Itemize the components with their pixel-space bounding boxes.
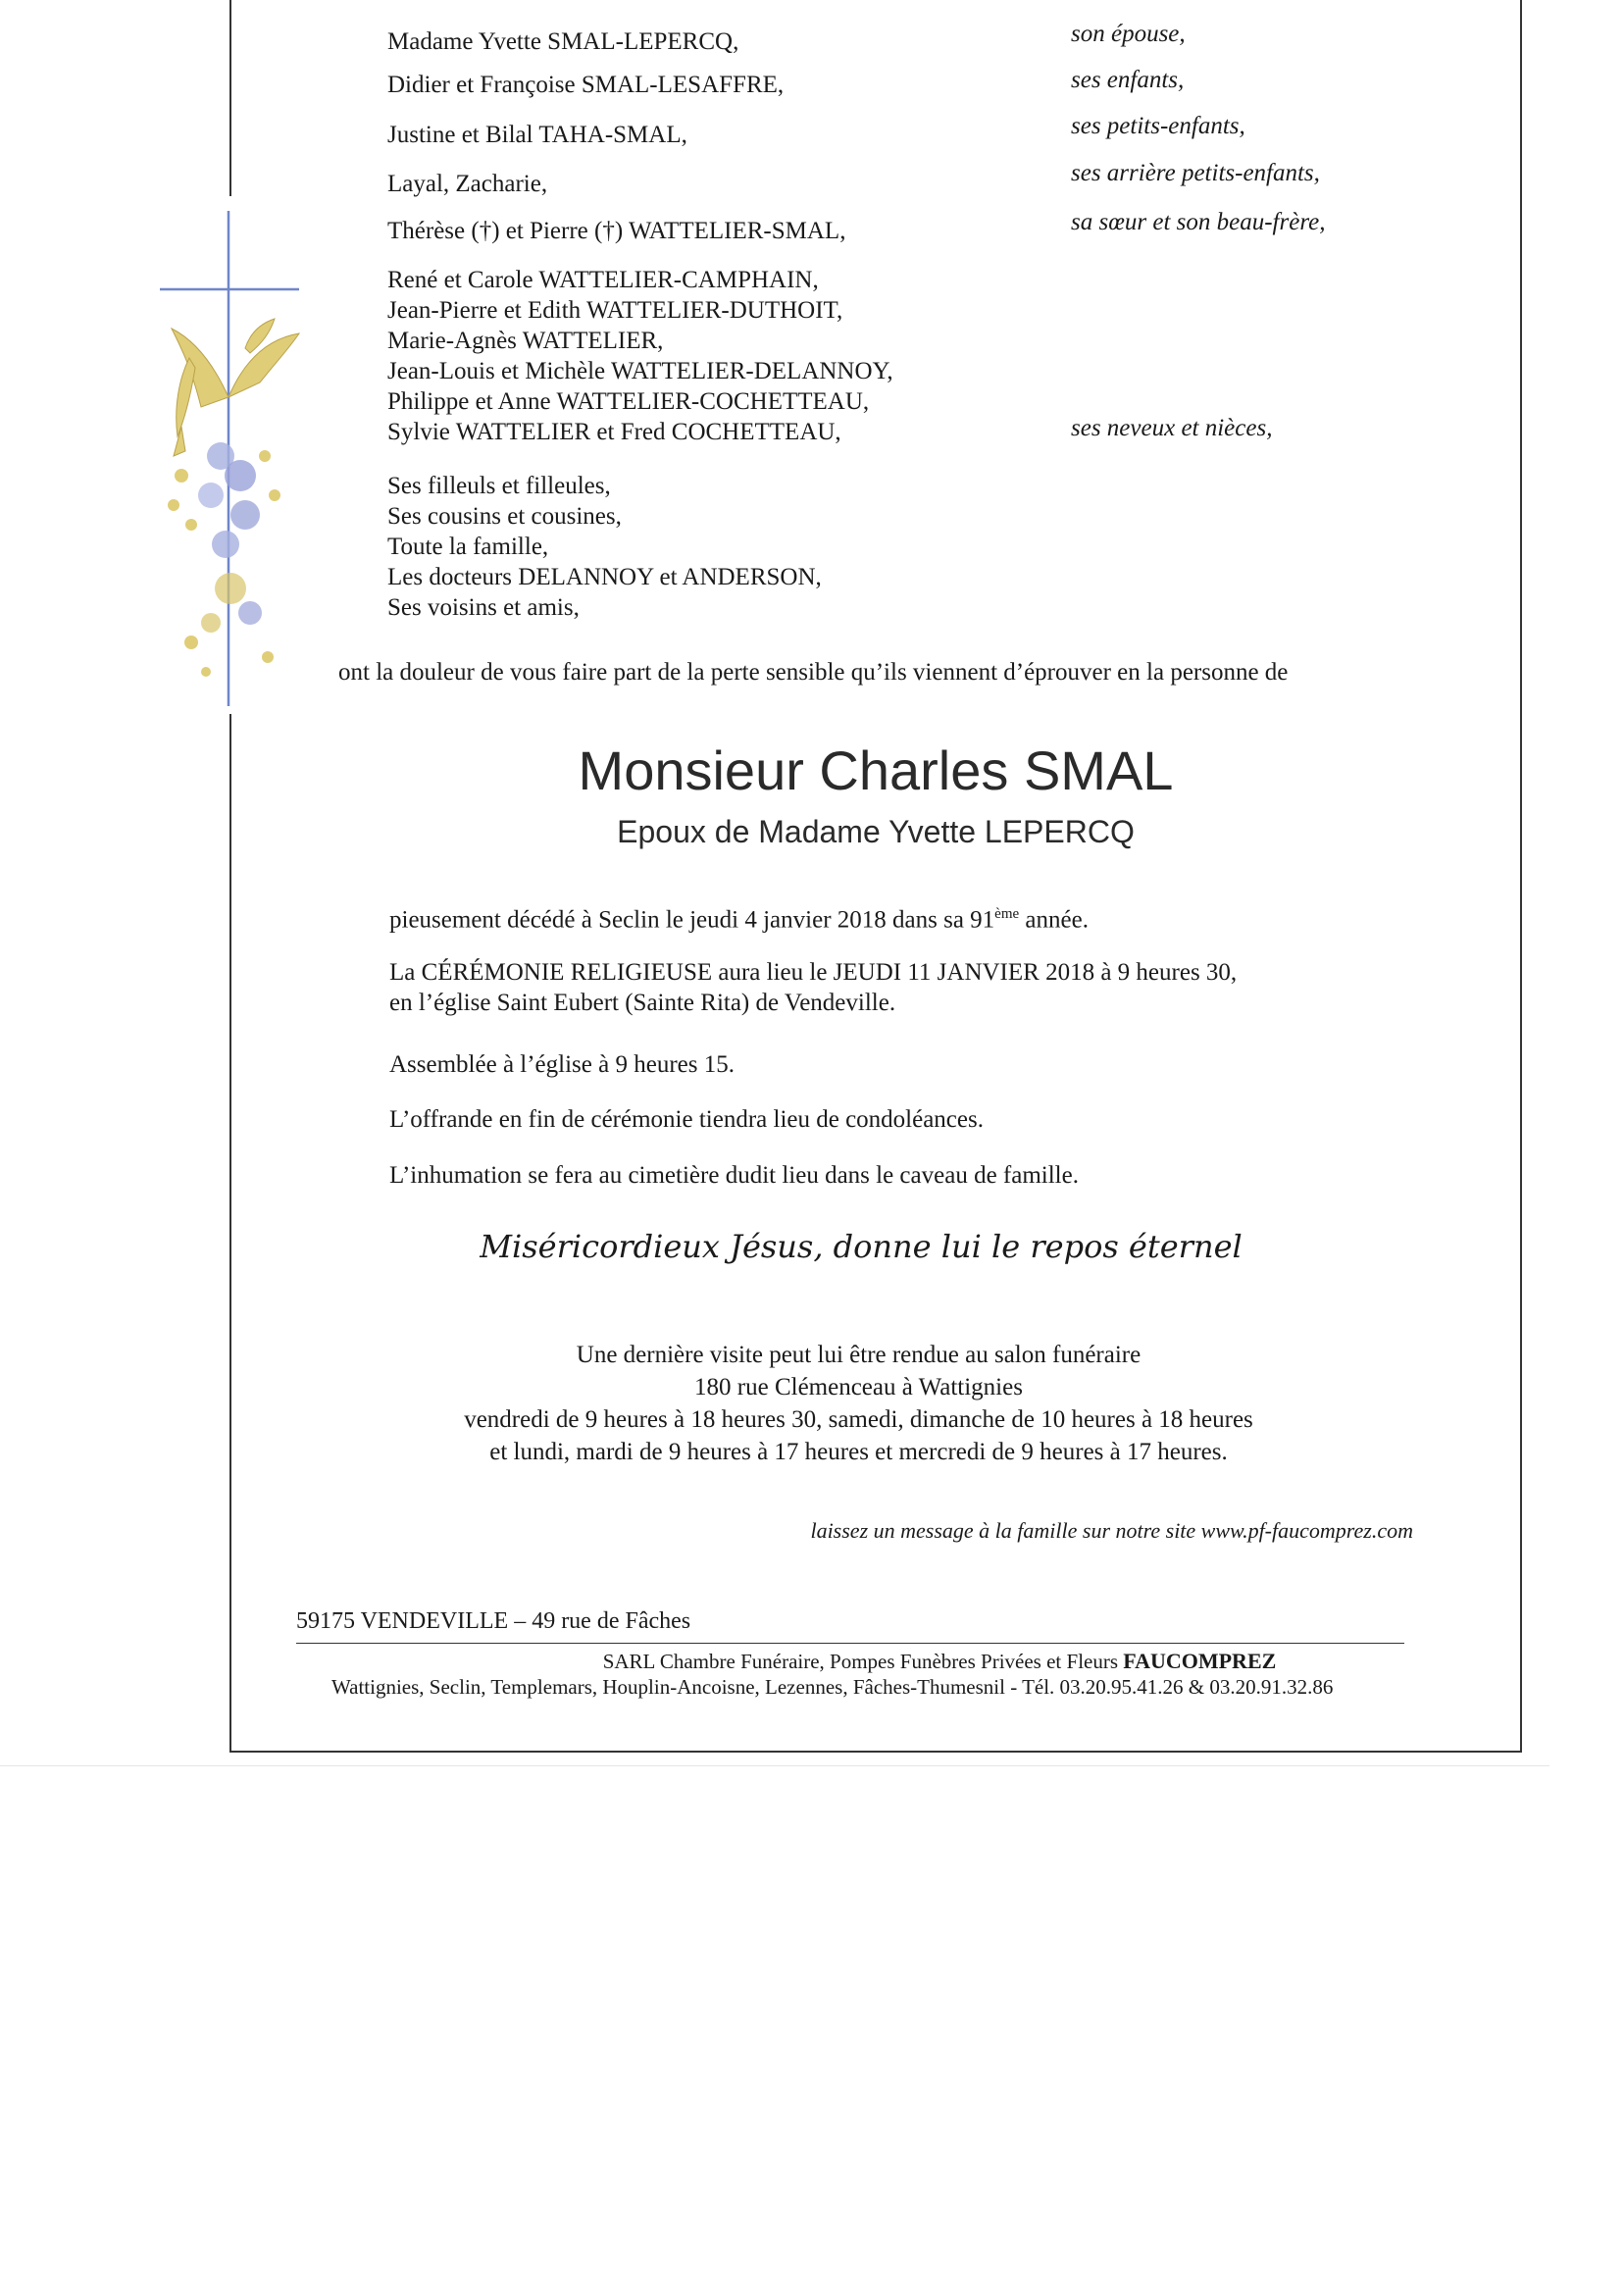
death-sup: ème [994, 906, 1020, 922]
website-message: laissez un message à la famille sur notre site www.pf-faucomprez.com [810, 1518, 1413, 1543]
nephew-line: René et Carole WATTELIER-CAMPHAIN, [387, 267, 819, 293]
footer-company-prefix: SARL Chambre Funéraire, Pompes Funèbres Privées et Fleurs [602, 1650, 1124, 1673]
nephew-line: Sylvie WATTELIER et Fred COCHETTEAU, [387, 419, 841, 445]
burial: L’inhumation se fera au cimetière dudit lieu dans le caveau de famille. [389, 1162, 1079, 1189]
footer-brand: FAUCOMPREZ [1123, 1649, 1277, 1673]
others-line: Ses filleuls et filleules, [387, 473, 611, 499]
family-relation-3: ses arrière petits-enfants, [1071, 160, 1320, 186]
ceremony-line: en l’église Saint Eubert (Sainte Rita) de Vendeville. [389, 990, 896, 1016]
flower-icon [168, 442, 280, 677]
nephew-line: Jean-Pierre et Edith WATTELIER-DUTHOIT, [387, 297, 843, 324]
nephew-line: Marie-Agnès WATTELIER, [387, 328, 664, 354]
nephews-list [387, 265, 893, 447]
death-notice [389, 899, 1089, 935]
scan-edge [0, 1765, 1549, 1766]
offering: L’offrande en fin de cérémonie tiendra lieu de condoléances. [389, 1106, 984, 1133]
assembly: Assemblée à l’église à 9 heures 15. [389, 1051, 735, 1078]
family-relation-1: ses enfants, [1071, 67, 1185, 93]
card-frame [229, 0, 1522, 1753]
family-name-4: Thérèse (†) et Pierre (†) WATTELIER-SMAL, [387, 218, 846, 244]
others-line: Les docteurs DELANNOY et ANDERSON, [387, 564, 822, 590]
footer-company [0, 1649, 1624, 1674]
visit-line: 180 rue Clémenceau à Wattignies [694, 1374, 1023, 1400]
deceased-spouse: Epoux de Madame Yvette LEPERCQ [617, 814, 1135, 849]
wheat-icon [172, 319, 299, 456]
family-name-2: Justine et Bilal TAHA-SMAL, [387, 122, 687, 148]
intro-sentence: ont la douleur de vous faire part de la perte sensible qu’ils viennent d’éprouver en la personne de [338, 659, 1289, 686]
ceremony-line: La CÉRÉMONIE RELIGIEUSE aura lieu le JEUDI 11 JANVIER 2018 à 9 heures 30, [389, 959, 1238, 986]
others-line: Ses cousins et cousines, [387, 503, 622, 530]
death-after: année. [1019, 906, 1089, 934]
ceremony [389, 957, 1237, 1018]
nephew-line: Jean-Louis et Michèle WATTELIER-DELANNOY, [387, 358, 893, 384]
family-name-0: Madame Yvette SMAL-LEPERCQ, [387, 28, 739, 55]
address: 59175 VENDEVILLE – 49 rue de Fâches [296, 1608, 691, 1634]
family-relation-4: sa sœur et son beau-frère, [1071, 209, 1326, 235]
death-text: pieusement décédé à Seclin le jeudi 4 janvier 2018 dans sa 91 [389, 906, 995, 934]
cross-floral-decoration [152, 211, 309, 711]
family-relation-2: ses petits-enfants, [1071, 113, 1245, 139]
others-line: Ses voisins et amis, [387, 594, 580, 621]
family-name-1: Didier et Françoise SMAL-LESAFFRE, [387, 72, 785, 98]
footer-divider [296, 1643, 1404, 1644]
visit-info [0, 1339, 1624, 1468]
footer-locations: Wattignies, Seclin, Templemars, Houplin-Ancoisne, Lezennes, Fâches-Thumesnil - Tél. 03.20.95.41.26 & 03.20.91.32.86 [331, 1675, 1334, 1699]
visit-line: vendredi de 9 heures à 18 heures 30, samedi, dimanche de 10 heures à 18 heures [464, 1406, 1253, 1433]
prayer: Miséricordieux Jésus, donne lui le repos éternel [480, 1228, 1243, 1265]
family-name-3: Layal, Zacharie, [387, 171, 548, 197]
visit-line: Une dernière visite peut lui être rendue au salon funéraire [576, 1342, 1142, 1368]
others-line: Toute la famille, [387, 534, 549, 560]
nephews-relation: ses neveux et nièces, [1071, 415, 1273, 441]
deceased-name: Monsieur Charles SMAL [578, 739, 1174, 801]
card-frame-left-top [229, 0, 231, 196]
others-list [387, 471, 822, 623]
visit-line: et lundi, mardi de 9 heures à 17 heures et mercredi de 9 heures à 17 heures. [489, 1439, 1228, 1465]
nephew-line: Philippe et Anne WATTELIER-COCHETTEAU, [387, 388, 870, 415]
family-relation-0: son épouse, [1071, 21, 1186, 47]
